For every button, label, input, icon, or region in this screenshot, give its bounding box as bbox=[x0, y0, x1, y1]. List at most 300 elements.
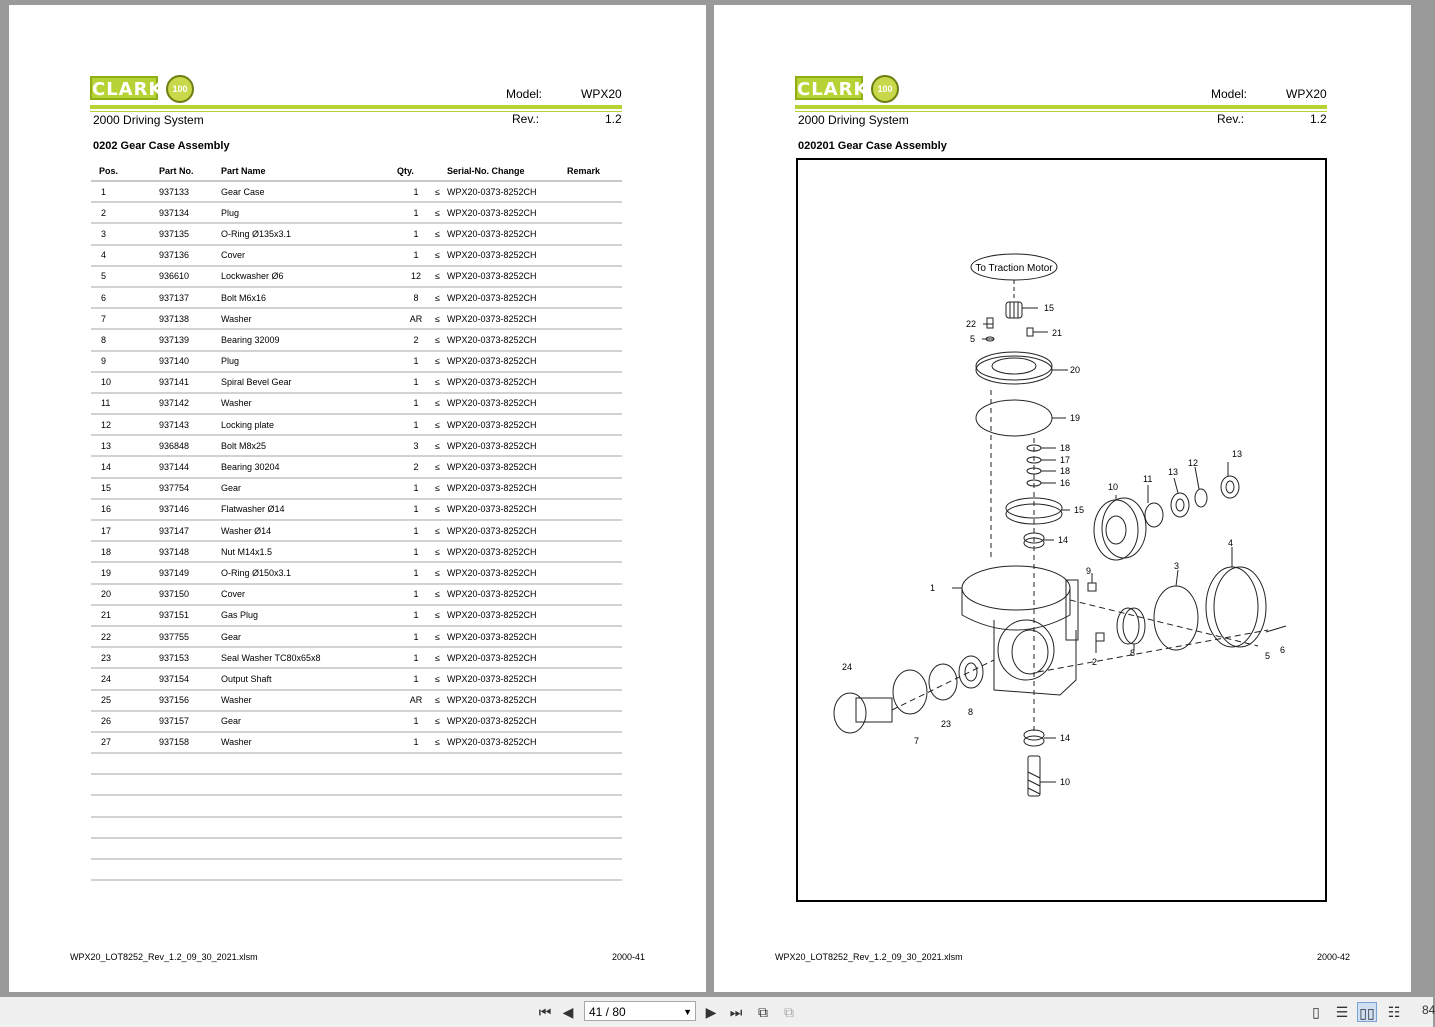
serial-cell: WPX20-0373-8252CH bbox=[447, 499, 567, 520]
remark-cell bbox=[567, 308, 622, 329]
qty-cell: 1 bbox=[397, 711, 435, 732]
remark-cell bbox=[567, 329, 622, 350]
next-page-icon[interactable]: ▶ bbox=[705, 1004, 717, 1020]
remark-cell bbox=[567, 520, 622, 541]
qty-cell: 3 bbox=[397, 435, 435, 456]
remark-cell bbox=[567, 202, 622, 223]
first-page-icon[interactable]: ⏮ bbox=[538, 1004, 552, 1020]
remark-cell bbox=[567, 435, 622, 456]
part-name-cell: Seal Washer TC80x65x8 bbox=[221, 647, 397, 668]
le-cell: ≤ bbox=[435, 372, 447, 393]
part-no-cell: 936610 bbox=[159, 266, 221, 287]
le-cell: ≤ bbox=[435, 499, 447, 520]
diagram-label: 13 bbox=[1232, 449, 1243, 459]
le-cell: ≤ bbox=[435, 351, 447, 372]
le-cell: ≤ bbox=[435, 287, 447, 308]
part-no-cell: 937135 bbox=[159, 223, 221, 244]
table-row bbox=[91, 732, 622, 753]
qty-cell: 1 bbox=[397, 245, 435, 266]
clark-logo bbox=[795, 75, 905, 105]
remark-cell bbox=[567, 584, 622, 605]
diagram-label: 11 bbox=[1143, 474, 1153, 484]
part-name-cell: O-Ring Ø135x3.1 bbox=[221, 223, 397, 244]
part-name-cell: Bearing 32009 bbox=[221, 329, 397, 350]
qty-cell: AR bbox=[397, 308, 435, 329]
part-no-cell: 937156 bbox=[159, 690, 221, 711]
le-cell: ≤ bbox=[435, 223, 447, 244]
remark-cell bbox=[567, 562, 622, 583]
serial-cell: WPX20-0373-8252CH bbox=[447, 478, 567, 499]
pos-cell: 23 bbox=[91, 647, 159, 668]
rev-value: 1.2 bbox=[1310, 112, 1327, 126]
part-no-cell: 937755 bbox=[159, 626, 221, 647]
model-value: WPX20 bbox=[1286, 87, 1327, 101]
table-row bbox=[91, 520, 622, 541]
pos-cell: 17 bbox=[91, 520, 159, 541]
model-label: Model: bbox=[1211, 87, 1248, 101]
le-cell: ≤ bbox=[435, 668, 447, 689]
diagram-label: 4 bbox=[1228, 538, 1234, 548]
pos-cell: 6 bbox=[91, 287, 159, 308]
serial-cell: WPX20-0373-8252CH bbox=[447, 372, 567, 393]
qty-cell: 1 bbox=[397, 626, 435, 647]
part-no-cell: 937151 bbox=[159, 605, 221, 626]
part-no-cell: 937133 bbox=[159, 181, 221, 202]
part-name-cell: Washer bbox=[221, 690, 397, 711]
remark-cell bbox=[567, 456, 622, 477]
part-name-cell: Gear Case bbox=[221, 181, 397, 202]
serial-cell: WPX20-0373-8252CH bbox=[447, 732, 567, 753]
diagram-label: 12 bbox=[1188, 458, 1199, 468]
part-no-cell: 937140 bbox=[159, 351, 221, 372]
header-divider-thin bbox=[90, 111, 622, 112]
le-cell: ≤ bbox=[435, 541, 447, 562]
left-page bbox=[9, 5, 706, 992]
system-name: 2000 Driving System bbox=[798, 113, 909, 127]
qty-cell: 1 bbox=[397, 732, 435, 753]
table-row bbox=[91, 647, 622, 668]
system-name: 2000 Driving System bbox=[93, 113, 204, 127]
anniversary-seal-icon: 100 bbox=[166, 75, 194, 103]
right-page bbox=[714, 5, 1411, 992]
part-no-cell: 937154 bbox=[159, 668, 221, 689]
table-row bbox=[91, 223, 622, 244]
footer-page-number: 2000-41 bbox=[612, 952, 646, 962]
empty-table-row bbox=[91, 838, 622, 859]
qty-cell: 1 bbox=[397, 562, 435, 583]
diagram-label: 20 bbox=[1070, 365, 1081, 375]
qty-cell: 1 bbox=[397, 414, 435, 435]
le-cell: ≤ bbox=[435, 245, 447, 266]
part-name-cell: Bolt M8x25 bbox=[221, 435, 397, 456]
viewer-toolbar bbox=[0, 997, 1433, 1027]
serial-cell: WPX20-0373-8252CH bbox=[447, 456, 567, 477]
empty-table-row bbox=[91, 795, 622, 816]
part-name-cell: Washer bbox=[221, 732, 397, 753]
serial-cell: WPX20-0373-8252CH bbox=[447, 562, 567, 583]
table-row bbox=[91, 478, 622, 499]
qty-cell: 1 bbox=[397, 478, 435, 499]
col-pos: Pos. bbox=[91, 161, 159, 181]
remark-cell bbox=[567, 245, 622, 266]
part-no-cell: 937139 bbox=[159, 329, 221, 350]
clark-logo bbox=[90, 75, 200, 105]
diagram-label: 19 bbox=[1070, 413, 1081, 423]
part-no-cell: 937150 bbox=[159, 584, 221, 605]
pos-cell: 21 bbox=[91, 605, 159, 626]
table-row bbox=[91, 308, 622, 329]
remark-cell bbox=[567, 393, 622, 414]
le-cell: ≤ bbox=[435, 414, 447, 435]
serial-cell: WPX20-0373-8252CH bbox=[447, 414, 567, 435]
exploded-diagram bbox=[796, 158, 1327, 902]
remark-cell bbox=[567, 223, 622, 244]
pos-cell: 2 bbox=[91, 202, 159, 223]
serial-cell: WPX20-0373-8252CH bbox=[447, 181, 567, 202]
serial-cell: WPX20-0373-8252CH bbox=[447, 245, 567, 266]
pos-cell: 8 bbox=[91, 329, 159, 350]
table-row bbox=[91, 562, 622, 583]
table-row bbox=[91, 202, 622, 223]
part-no-cell: 937153 bbox=[159, 647, 221, 668]
callout-text: To Traction Motor bbox=[975, 263, 1053, 274]
pos-cell: 25 bbox=[91, 690, 159, 711]
serial-cell: WPX20-0373-8252CH bbox=[447, 584, 567, 605]
part-name-cell: Spiral Bevel Gear bbox=[221, 372, 397, 393]
clark-logo-wordmark: CLARK bbox=[795, 76, 863, 100]
remark-cell bbox=[567, 351, 622, 372]
le-cell: ≤ bbox=[435, 711, 447, 732]
pos-cell: 3 bbox=[91, 223, 159, 244]
remark-cell bbox=[567, 414, 622, 435]
part-name-cell: Gear bbox=[221, 626, 397, 647]
qty-cell: 1 bbox=[397, 499, 435, 520]
table-row bbox=[91, 435, 622, 456]
qty-cell: 2 bbox=[397, 329, 435, 350]
pos-cell: 10 bbox=[91, 372, 159, 393]
part-name-cell: Gear bbox=[221, 711, 397, 732]
part-no-cell: 936848 bbox=[159, 435, 221, 456]
diagram-label: 8 bbox=[968, 707, 974, 717]
table-row bbox=[91, 668, 622, 689]
table-row bbox=[91, 499, 622, 520]
part-no-cell: 937147 bbox=[159, 520, 221, 541]
pos-cell: 24 bbox=[91, 668, 159, 689]
diagram-title: 020201 Gear Case Assembly bbox=[798, 140, 947, 152]
pos-cell: 7 bbox=[91, 308, 159, 329]
empty-table-row bbox=[91, 774, 622, 795]
part-no-cell: 937146 bbox=[159, 499, 221, 520]
chevron-down-icon: ▼ bbox=[683, 1007, 692, 1017]
zoom-level[interactable]: 84 bbox=[1422, 1003, 1435, 1017]
pos-cell: 26 bbox=[91, 711, 159, 732]
pos-cell: 1 bbox=[91, 181, 159, 202]
serial-cell: WPX20-0373-8252CH bbox=[447, 223, 567, 244]
qty-cell: 1 bbox=[397, 605, 435, 626]
footer-page-number: 2000-42 bbox=[1317, 952, 1351, 962]
single-page-view-icon[interactable]: ▯ bbox=[1312, 1004, 1320, 1020]
le-cell: ≤ bbox=[435, 181, 447, 202]
diagram-label: 1 bbox=[930, 583, 936, 593]
le-cell: ≤ bbox=[435, 202, 447, 223]
table-row bbox=[91, 266, 622, 287]
diagram-label: 3 bbox=[1174, 561, 1180, 571]
col-part-name: Part Name bbox=[221, 161, 397, 181]
qty-cell: 1 bbox=[397, 372, 435, 393]
header-divider bbox=[795, 105, 1327, 109]
pos-cell: 22 bbox=[91, 626, 159, 647]
part-no-cell: 937142 bbox=[159, 393, 221, 414]
part-no-cell: 937149 bbox=[159, 562, 221, 583]
table-row bbox=[91, 414, 622, 435]
table-row bbox=[91, 541, 622, 562]
empty-table-row bbox=[91, 817, 622, 838]
part-no-cell: 937143 bbox=[159, 414, 221, 435]
table-row bbox=[91, 181, 622, 202]
table-row bbox=[91, 245, 622, 266]
part-no-cell: 937141 bbox=[159, 372, 221, 393]
previous-page-icon[interactable]: ◀ bbox=[562, 1004, 574, 1020]
le-cell: ≤ bbox=[435, 562, 447, 583]
diagram-label: 2 bbox=[1092, 657, 1098, 667]
le-cell: ≤ bbox=[435, 520, 447, 541]
table-row bbox=[91, 456, 622, 477]
part-name-cell: Flatwasher Ø14 bbox=[221, 499, 397, 520]
le-cell: ≤ bbox=[435, 435, 447, 456]
diagram-label: 22 bbox=[966, 319, 977, 329]
two-page-continuous-icon[interactable]: ☷ bbox=[1387, 1004, 1401, 1020]
serial-cell: WPX20-0373-8252CH bbox=[447, 668, 567, 689]
serial-cell: WPX20-0373-8252CH bbox=[447, 266, 567, 287]
serial-cell: WPX20-0373-8252CH bbox=[447, 690, 567, 711]
le-cell: ≤ bbox=[435, 690, 447, 711]
part-name-cell: Lockwasher Ø6 bbox=[221, 266, 397, 287]
table-row bbox=[91, 287, 622, 308]
serial-cell: WPX20-0373-8252CH bbox=[447, 308, 567, 329]
qty-cell: 1 bbox=[397, 584, 435, 605]
remark-cell bbox=[567, 181, 622, 202]
diagram-label: 13 bbox=[1168, 467, 1179, 477]
part-name-cell: Washer Ø14 bbox=[221, 520, 397, 541]
serial-cell: WPX20-0373-8252CH bbox=[447, 351, 567, 372]
table-row bbox=[91, 351, 622, 372]
serial-cell: WPX20-0373-8252CH bbox=[447, 393, 567, 414]
remark-cell bbox=[567, 266, 622, 287]
pos-cell: 13 bbox=[91, 435, 159, 456]
model-value: WPX20 bbox=[581, 87, 622, 101]
pos-cell: 20 bbox=[91, 584, 159, 605]
le-cell: ≤ bbox=[435, 308, 447, 329]
empty-table-row bbox=[91, 753, 622, 774]
clark-logo-wordmark: CLARK bbox=[90, 76, 158, 100]
diagram-label: 15 bbox=[1074, 505, 1085, 515]
part-name-cell: Nut M14x1.5 bbox=[221, 541, 397, 562]
le-cell: ≤ bbox=[435, 732, 447, 753]
part-name-cell: Locking plate bbox=[221, 414, 397, 435]
qty-cell: 12 bbox=[397, 266, 435, 287]
qty-cell: 1 bbox=[397, 541, 435, 562]
remark-cell bbox=[567, 711, 622, 732]
header-divider bbox=[90, 105, 622, 109]
le-cell: ≤ bbox=[435, 478, 447, 499]
parts-table-header bbox=[91, 161, 622, 181]
serial-cell: WPX20-0373-8252CH bbox=[447, 711, 567, 732]
remark-cell bbox=[567, 372, 622, 393]
qty-cell: 2 bbox=[397, 456, 435, 477]
qty-cell: 8 bbox=[397, 287, 435, 308]
table-row bbox=[91, 393, 622, 414]
diagram-label: 9 bbox=[1086, 566, 1092, 576]
pos-cell: 4 bbox=[91, 245, 159, 266]
model-label: Model: bbox=[506, 87, 543, 101]
part-name-cell: Washer bbox=[221, 308, 397, 329]
footer-filename: WPX20_LOT8252_Rev_1.2_09_30_2021.xlsm bbox=[70, 952, 258, 962]
exploded-view-drawing bbox=[798, 160, 1325, 900]
table-row bbox=[91, 626, 622, 647]
remark-cell bbox=[567, 626, 622, 647]
part-name-cell: Gear bbox=[221, 478, 397, 499]
remark-cell bbox=[567, 541, 622, 562]
diagram-label: 14 bbox=[1060, 733, 1071, 743]
back-view-icon[interactable]: ⧉ bbox=[758, 1004, 768, 1020]
part-no-cell: 937134 bbox=[159, 202, 221, 223]
remark-cell bbox=[567, 605, 622, 626]
part-name-cell: Cover bbox=[221, 584, 397, 605]
diagram-label: 24 bbox=[842, 662, 853, 672]
diagram-label: 18 bbox=[1060, 443, 1071, 453]
le-cell: ≤ bbox=[435, 329, 447, 350]
le-cell: ≤ bbox=[435, 584, 447, 605]
part-name-cell: O-Ring Ø150x3.1 bbox=[221, 562, 397, 583]
rev-value: 1.2 bbox=[605, 112, 622, 126]
qty-cell: 1 bbox=[397, 647, 435, 668]
remark-cell bbox=[567, 732, 622, 753]
part-name-cell: Cover bbox=[221, 245, 397, 266]
serial-cell: WPX20-0373-8252CH bbox=[447, 329, 567, 350]
serial-cell: WPX20-0373-8252CH bbox=[447, 626, 567, 647]
qty-cell: 1 bbox=[397, 668, 435, 689]
footer-filename: WPX20_LOT8252_Rev_1.2_09_30_2021.xlsm bbox=[775, 952, 963, 962]
qty-cell: 1 bbox=[397, 520, 435, 541]
diagram-label: 23 bbox=[941, 719, 952, 729]
qty-cell: AR bbox=[397, 690, 435, 711]
le-cell: ≤ bbox=[435, 626, 447, 647]
part-name-cell: Bolt M6x16 bbox=[221, 287, 397, 308]
diagram-label: 8 bbox=[1130, 648, 1136, 658]
diagram-label: 10 bbox=[1060, 777, 1071, 787]
pos-cell: 19 bbox=[91, 562, 159, 583]
diagram-label: 21 bbox=[1052, 328, 1063, 338]
qty-cell: 1 bbox=[397, 202, 435, 223]
rev-label: Rev.: bbox=[512, 112, 540, 126]
remark-cell bbox=[567, 668, 622, 689]
serial-cell: WPX20-0373-8252CH bbox=[447, 541, 567, 562]
col-serial: Serial-No. Change bbox=[447, 161, 567, 181]
pos-cell: 11 bbox=[91, 393, 159, 414]
serial-cell: WPX20-0373-8252CH bbox=[447, 287, 567, 308]
diagram-label: 5 bbox=[1265, 651, 1271, 661]
remark-cell bbox=[567, 647, 622, 668]
qty-cell: 1 bbox=[397, 351, 435, 372]
remark-cell bbox=[567, 287, 622, 308]
header-divider-thin bbox=[795, 111, 1327, 112]
part-name-cell: Washer bbox=[221, 393, 397, 414]
part-name-cell: Output Shaft bbox=[221, 668, 397, 689]
page-indicator: 41 / 80 bbox=[589, 1005, 626, 1019]
serial-cell: WPX20-0373-8252CH bbox=[447, 202, 567, 223]
pos-cell: 15 bbox=[91, 478, 159, 499]
part-no-cell: 937157 bbox=[159, 711, 221, 732]
table-row bbox=[91, 605, 622, 626]
pos-cell: 27 bbox=[91, 732, 159, 753]
le-cell: ≤ bbox=[435, 605, 447, 626]
table-row bbox=[91, 584, 622, 605]
diagram-label: 5 bbox=[970, 334, 976, 344]
part-name-cell: Gas Plug bbox=[221, 605, 397, 626]
col-qty: Qty. bbox=[397, 161, 435, 181]
remark-cell bbox=[567, 690, 622, 711]
part-no-cell: 937158 bbox=[159, 732, 221, 753]
part-no-cell: 937148 bbox=[159, 541, 221, 562]
le-cell: ≤ bbox=[435, 393, 447, 414]
le-cell: ≤ bbox=[435, 456, 447, 477]
diagram-label: 14 bbox=[1058, 535, 1069, 545]
part-no-cell: 937137 bbox=[159, 287, 221, 308]
two-page-view-icon[interactable]: ▯▯ bbox=[1357, 1002, 1377, 1022]
anniversary-seal-icon: 100 bbox=[871, 75, 899, 103]
last-page-icon[interactable]: ⏭ bbox=[729, 1004, 743, 1020]
forward-view-icon[interactable]: ⧉ bbox=[784, 1004, 794, 1020]
page-number-selector[interactable] bbox=[584, 1001, 696, 1021]
qty-cell: 1 bbox=[397, 393, 435, 414]
diagram-label: 6 bbox=[1280, 645, 1286, 655]
remark-cell bbox=[567, 478, 622, 499]
pos-cell: 14 bbox=[91, 456, 159, 477]
empty-table-row bbox=[91, 859, 622, 880]
part-name-cell: Plug bbox=[221, 202, 397, 223]
rev-label: Rev.: bbox=[1217, 112, 1245, 126]
diagram-label: 18 bbox=[1060, 466, 1071, 476]
pos-cell: 5 bbox=[91, 266, 159, 287]
part-no-cell: 937138 bbox=[159, 308, 221, 329]
diagram-label: 10 bbox=[1108, 482, 1119, 492]
serial-cell: WPX20-0373-8252CH bbox=[447, 520, 567, 541]
diagram-label: 16 bbox=[1060, 478, 1071, 488]
part-no-cell: 937136 bbox=[159, 245, 221, 266]
table-row bbox=[91, 690, 622, 711]
col-le bbox=[435, 161, 447, 181]
diagram-label: 7 bbox=[914, 736, 920, 746]
diagram-label: 15 bbox=[1044, 303, 1055, 313]
part-name-cell: Plug bbox=[221, 351, 397, 372]
col-part-no: Part No. bbox=[159, 161, 221, 181]
qty-cell: 1 bbox=[397, 181, 435, 202]
serial-cell: WPX20-0373-8252CH bbox=[447, 605, 567, 626]
serial-cell: WPX20-0373-8252CH bbox=[447, 647, 567, 668]
continuous-view-icon[interactable]: ☰ bbox=[1335, 1004, 1349, 1020]
pos-cell: 16 bbox=[91, 499, 159, 520]
table-row bbox=[91, 329, 622, 350]
parts-table bbox=[91, 161, 622, 881]
serial-cell: WPX20-0373-8252CH bbox=[447, 435, 567, 456]
col-remark: Remark bbox=[567, 161, 622, 181]
part-no-cell: 937144 bbox=[159, 456, 221, 477]
table-row bbox=[91, 711, 622, 732]
part-no-cell: 937754 bbox=[159, 478, 221, 499]
qty-cell: 1 bbox=[397, 223, 435, 244]
section-title: 0202 Gear Case Assembly bbox=[93, 140, 230, 152]
le-cell: ≤ bbox=[435, 647, 447, 668]
